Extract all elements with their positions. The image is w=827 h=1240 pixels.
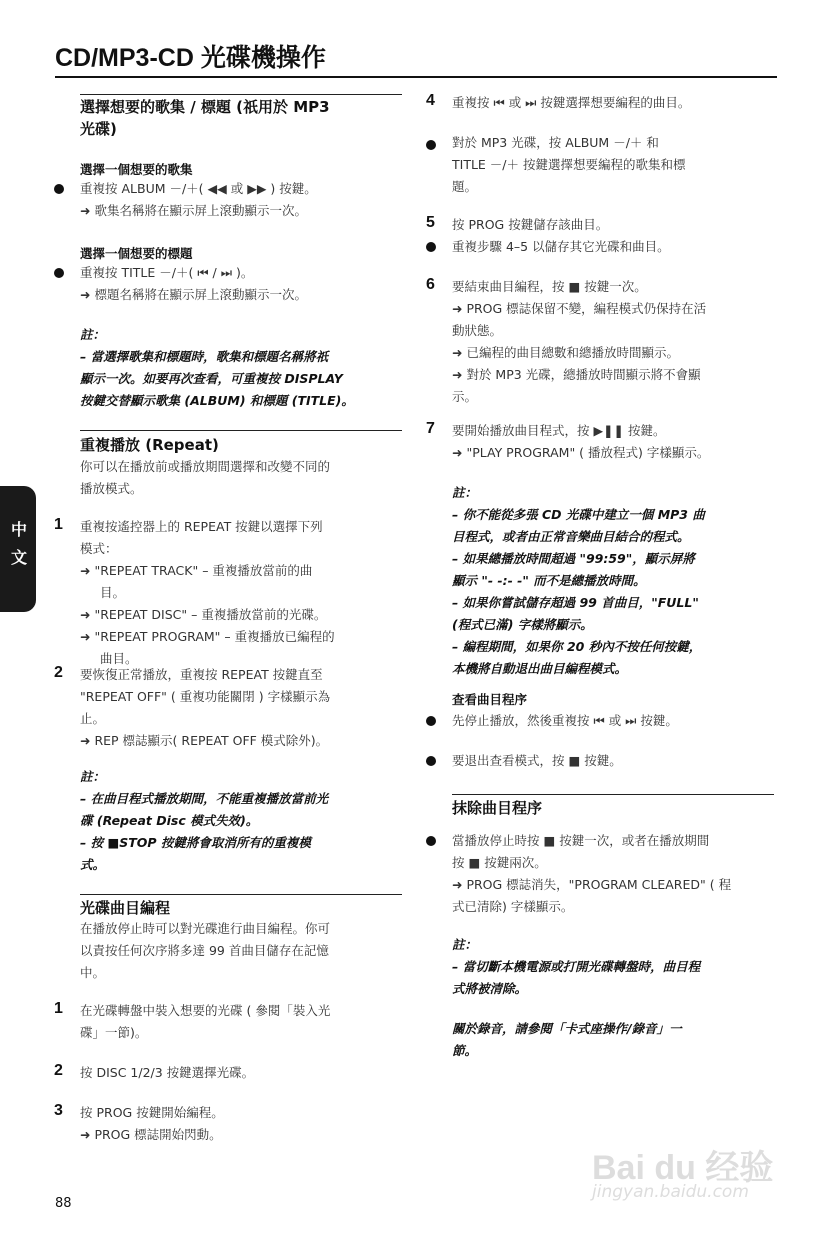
- programming-step-1: 在光碟轉盤中裝入想要的光碟 ( 參閱「裝入光 碟」一節)。: [80, 1003, 331, 1040]
- section-rule: [452, 794, 774, 795]
- step-number: 7: [426, 420, 435, 437]
- step-number: 1: [54, 516, 63, 533]
- programming-step-5: 按 PROG 按鍵儲存該曲目。: [452, 217, 609, 232]
- review-step-1: 先停止播放，然後重複按 ⏮ 或 ⏭ 按鍵。: [452, 713, 678, 728]
- repeat-step-1: 重複按遙控器上的 REPEAT 按鍵以選擇下列 模式： ➜ "REPEAT TRACK" – 重複播放當前的曲 目。 ➜ "REPEAT DISC" – 重複播放當前的光碟。 ➜ "REPEAT PROGRAM" – 重複播放已編程的 曲目。: [80, 519, 335, 666]
- language-tab: 中文: [0, 486, 36, 612]
- review-step-2: 要退出查看模式，按 ■ 按鍵。: [452, 753, 622, 768]
- repeat-step-2: 要恢復正常播放，重複按 REPEAT 按鍵直至 "REPEAT OFF" ( 重複功能關閉 ) 字樣顯示為 止。 ➜ REP 標誌顯示( REPEAT OFF 模式除外)。: [80, 667, 331, 748]
- section-title-erase: 抹除曲目程序: [452, 799, 543, 817]
- section-rule: [80, 894, 402, 895]
- repeat-steps-note: 重複步驟 4–5 以儲存其它光碟和曲目。: [452, 239, 670, 254]
- repeat-intro: 你可以在播放前或播放期間選擇和改變不同的 播放模式。: [80, 459, 331, 496]
- erase-instructions: 當播放停止時按 ■ 按鍵一次，或者在播放期間 按 ■ 按鍵兩次。 ➜ PROG 標誌消失，"PROGRAM CLEARED" ( 程 式已清除) 字樣顯示。: [452, 833, 732, 914]
- step-number: 3: [54, 1102, 63, 1119]
- section-rule: [80, 94, 402, 95]
- section-rule: [80, 430, 402, 431]
- note-programming: 註： – 你不能從多張 CD 光碟中建立一個 MP3 曲 目程式，或者由正常音樂曲目結合的程式。 – 如果總播放時間超過 "99:59"，顯示屏將 顯示 "- -:- -" 而不是總播放時間。 – 如果你嘗試儲存超過 99 首曲目，"FULL" (程式已滿) 字樣將顯示。 – 編程期間，如果你 20 秒內不按任何按鍵， 本機將自動退出曲目編程模式。: [452, 485, 705, 676]
- page-title: CD/MP3-CD 光碟機操作: [55, 44, 326, 72]
- bullet: [426, 836, 436, 846]
- bullet: [426, 242, 436, 252]
- programming-step-4: 重複按 ⏮ 或 ⏭ 按鍵選擇想要編程的曲目。: [452, 95, 691, 110]
- watermark-url: jingyan.baidu.com: [592, 1182, 749, 1202]
- bullet: [426, 756, 436, 766]
- note-album-title: 註： – 當選擇歌集和標題時，歌集和標題名稱將祇 顯示一次。如要再次查看，可重複按 DISPLAY 按鍵交替顯示歌集 (ALBUM) 和標題 (TITLE)。: [80, 327, 354, 408]
- title-instructions: 重複按 TITLE －/＋( ⏮ / ⏭ )。 ➜ 標題名稱將在顯示屏上滾動顯示一次。: [80, 265, 307, 302]
- step-number: 4: [426, 92, 435, 109]
- watermark-logo: Bai du 经验: [592, 1149, 774, 1187]
- step-number: 2: [54, 1062, 63, 1079]
- section-title-programming: 光碟曲目編程: [80, 899, 171, 917]
- mp3-programming: 對於 MP3 光碟，按 ALBUM －/＋ 和 TITLE －/＋ 按鍵選擇想要編程的歌集和標 題。: [452, 135, 686, 194]
- step-number: 6: [426, 276, 435, 293]
- section-title-repeat: 重複播放 (Repeat): [80, 436, 219, 454]
- note-repeat: 註： – 在曲目程式播放期間，不能重複播放當前光 碟 (Repeat Disc 模式失效)。 – 按 ■STOP 按鍵將會取消所有的重複模 式。: [80, 769, 329, 872]
- bullet: [54, 184, 64, 194]
- programming-step-3: 按 PROG 按鍵開始編程。 ➜ PROG 標誌開始閃動。: [80, 1105, 224, 1142]
- subheading-review: 查看曲目程序: [452, 692, 528, 707]
- programming-step-6: 要結束曲目編程，按 ■ 按鍵一次。 ➜ PROG 標誌保留不變，編程模式仍保持在活 動狀態。 ➜ 已編程的曲目總數和總播放時間顯示。 ➜ 對於 MP3 光碟，總播放時間顯示將不會顯 示。: [452, 279, 707, 404]
- step-number: 5: [426, 214, 435, 231]
- step-number: 2: [54, 664, 63, 681]
- subheading-album: 選擇一個想要的歌集: [80, 162, 193, 177]
- programming-step-7: 要開始播放曲目程式，按 ▶❚❚ 按鍵。 ➜ "PLAY PROGRAM" ( 播放程式) 字樣顯示。: [452, 423, 710, 460]
- bullet: [426, 140, 436, 150]
- recording-reference: 關於錄音，請參閱「卡式座操作/錄音」一 節。: [452, 1021, 682, 1058]
- page-number: 88: [55, 1196, 72, 1211]
- section-title-album-select: 選擇想要的歌集 / 標題 (祇用於 MP3 光碟): [80, 98, 330, 138]
- note-erase: 註： – 當切斷本機電源或打開光碟轉盤時，曲目程 式將被清除。: [452, 937, 701, 996]
- step-number: 1: [54, 1000, 63, 1017]
- programming-step-2: 按 DISC 1/2/3 按鍵選擇光碟。: [80, 1065, 255, 1080]
- bullet: [426, 716, 436, 726]
- album-instructions: 重複按 ALBUM －/＋( ◀◀ 或 ▶▶ ) 按鍵。 ➜ 歌集名稱將在顯示屏上滾動顯示一次。: [80, 181, 317, 218]
- bullet: [54, 268, 64, 278]
- programming-intro: 在播放停止時可以對光碟進行曲目編程。你可 以責按任何次序將多達 99 首曲目儲存在記憶 中。: [80, 921, 331, 980]
- title-rule: [55, 76, 777, 78]
- subheading-title: 選擇一個想要的標題: [80, 246, 193, 261]
